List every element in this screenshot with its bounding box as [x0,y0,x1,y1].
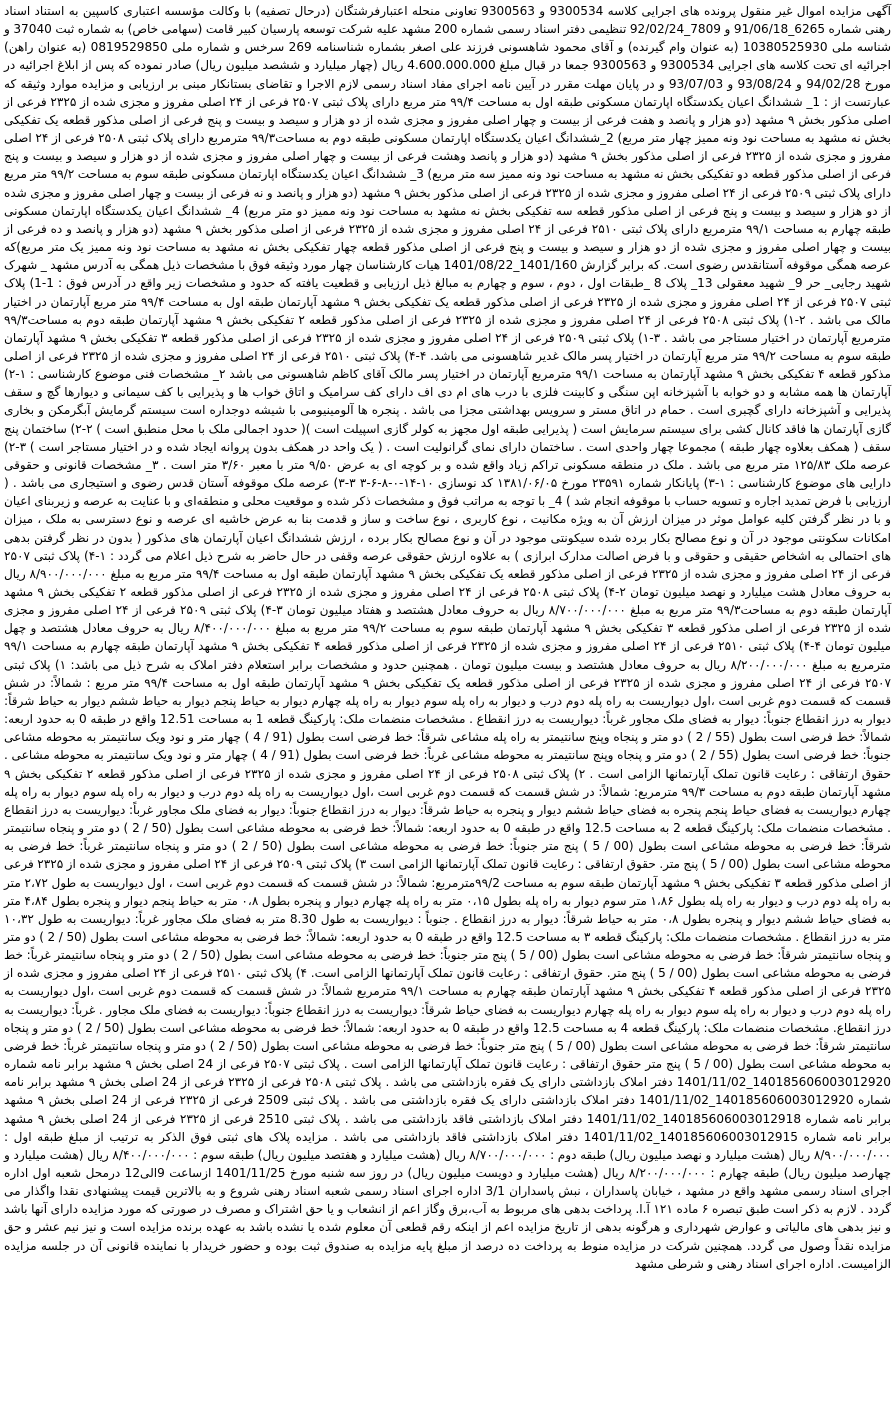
notice-body: آگهی مزایده اموال غیر منقول پرونده های اجرایی کلاسه 9300534 و 9300563 تعاونی منحله اعتبارفرشتگان (درحال تصفیه) با وکالت مؤسسه اعتباری کاسپین به استناد اسناد رهنی شماره 6265_91/06/18 و 7809_92/02/24 تنظیمی دفتر اسناد رسمی شماره 200 مشهد علیه شرکت توسعه پارسیان کبیر قامت (سهامی خاص) به شماره ثبت 37040 و شناسه ملی 10380525930 (به عنوان وام گیرنده) و آقای محمود شاهسونی فرزند علی اصغر بشماره شناسنامه 269 سرخس و شماره ملی 0819529850 (به عنوان راهن) اجرائیه ای تحت کلاسه های اجرایی 9300534 و 9300563 جمعا در قبال مبلغ 4.600.000.000 ریال (چهار میلیارد و ششصد میلیون ریال) صادر نموده که پس از ابلاغ اجرائیه در مورخ 94/02/28 و 93/08/24 و 93/07/03 و در پایان مهلت مقرر در آیین نامه اجرای مفاد اسناد رسمی لازم الاجرا و تقاضای بستانکار مبنی بر ارزیابی و مزایده موارد وثیقه که عبارتست از : 1_ ششدانگ اعیان یکدستگاه اپارتمان مسکونی طبقه اول به مساحت ۹۹/۴ متر مربع دارای پلاک ثبتی ۲۵۰۷ فرعی از ۲۴ اصلی مفروز و مجزی شده از ۲۳۲۵ فرعی از اصلی مذکور بخش ۹ مشهد (دو هزار و پانصد و هفت فرعی از بیست و چهار اصلی مفروز و مجزی شده از دو هزار و سیصد و بیست و پنج فرعی از اصلی مذکور قطعه یک تفکیکی بخش نه مشهد به مساحت نود ونه ممیز چهار متر مربع) 2_ششدانگ اعیان یکدستگاه اپارتمان مسکونی طبقه دوم به مساحت۹۹/۳ مترمربع دارای پلاک ثبتی ۲۵۰۸ فرعی از ۲۴ اصلی مفروز و مجزی شده از ۲۳۲۵ فرعی از اصلی مذکور بخش ۹ مشهد (دو هزار و پانصد وهشت فرعی از بیست و چهار اصلی مفروز و مجزی شده از دو هزار و سیصد و بیست و پنج فرعی از اصلی مذکور قطعه دو تفکیکی بخش نه مشهد به مساحت نود ونه ممیز سه متر مربع) 3_ ششدانگ اعیان یکدستگاه اپارتمان مسکونی طبقه سوم به مساحت ۹۹/۲ متر مربع دارای پلاک ثبتی ۲۵۰۹ فرعی از ۲۴ اصلی مفروز و مجزی شده از ۲۳۲۵ فرعی از اصلی مذکور بخش ۹ مشهد (دو هزار و پانصد و نه فرعی از بیست و چهار اصلی مفروز و مجزی شده از دو هزار و سیصد و بیست و پنج فرعی از اصلی مذکور قطعه سه تفکیکی بخش نه مشهد به مساحت نود ونه ممیز دو متر مربع) 4_ ششدانگ اعیان یکدستگاه اپارتمان مسکونی طبقه چهارم به مساحت ۹۹/۱ مترمربع دارای پلاک ثبتی ۲۵۱۰ فرعی از ۲۴ اصلی مفروز و مجزی شده از ۲۳۲۵ فرعی از اصلی مذکور بخش ۹ مشهد (دو هزار و پانصد و ده فرعی از بیست و چهار اصلی مفروز و مجزی شده از دو هزار و سیصد و بیست و پنج فرعی از اصلی مذکور قطعه چهار تفکیکی بخش نه مشهد به مساحت نود ونه ممیز یک متر مربع)که عرصه همگی موقوفه آستانقدس رضوی است. که برابر گزارش 1401/160_1401/08/22 هیات کارشناسان چهار مورد وثیقه فوق با مشخصات ذیل همگی به آدرس مشهد _ شهرک شهید رجایی_ حر 9_ شهید معقولی 13_ پلاک 8 _طبقات اول ، دوم ، سوم و چهارم به مبالغ ذیل ارزیابی و قطعیت یافته که حدود و مشخصات زیر واقع در آدرس فوق : 1-1) پلاک ثبتی ۲۵۰۷ فرعی از ۲۴ اصلی مفروز و مجزی شده از ۲۳۲۵ فرعی از اصلی مذکور قطعه یک تفکیکی بخش ۹ مشهد آپارتمان طبقه اول به مساحت ۹۹/۴ متر مربع آپارتمان در اختیار مالک می باشد . ۲-۱) پلاک ثبتی ۲۵۰۸ فرعی از ۲۴ اصلی مفروز و مجزی شده از ۲۳۲۵ فرعی از اصلی مذکور قطعه ۲ تفکیکی بخش ۹ مشهد آپارتمان طبقه دوم به مساحت۹۹/۳ مترمربع آپارتمان در اختیار مستاجر می باشد . ۳-۱) پلاک ثبتی ۲۵۰۹ فرعی از ۲۴ اصلی مفروز و مجزی شده از ۲۳۲۵ فرعی از اصلی مذکور قطعه ۳ تفکیکی بخش ۹ مشهد آپارتمان طبقه سوم به مساحت ۹۹/۲ متر مربع آپارتمان در اختیار پسر مالک غدیر شاهسونی می باشد. ۴-۴) پلاک ثبتی ۲۵۱۰ فرعی از ۲۴ اصلی مفروز و مجزی شده از ۲۳۲۵ فرعی از اصلی مذکور قطعه ۴ تفکیکی بخش ۹ مشهد آپارتمان به مساحت ۹۹/۱ مترمربع آپارتمان در اختیار پسر مالک آقای کاظم شاهسونی می باشد ۲_ مشخصات فنی موضوع کارشناسی : ۱-۲) آپارتمان ها همه مشابه و دو خوابه با آشپزخانه اپن سنگی و کابینت فلزی با درب های ام دی اف دارای کف سرامیک و اتاق خواب ها و پذیرایی با کف سیمانی و دیوارها گچ و سقف پذیرایی و آشپزخانه دارای گچبری است . حمام در اتاق مستر و سرویس بهداشتی مجزا می باشد . پنجره ها آلومینیومی با شیشه دوجداره است سیستم گرمایش آبگرمکن و بخاری گازی آپارتمان ها فاقد کانال کشی برای سیستم سرمایش است ( پذیرایی طبقه اول مجهز به کولر گازی اسپیلت است )( حدود اجمالی ملک با محل منطبق است ) ۲-۲) ساختمان پنج سقف ( همکف بعلاوه چهار طبقه ) مجموعا چهار واحدی است . ساختمان دارای نمای گرانولیت است . ( یک واحد در همکف بدون پروانه ایجاد شده و در اختیار مستاجر است ) ۳-۲) عرصه ملک ۱۲۵/۸۳ متر مربع می باشد . ملک در منطقه مسکونی تراکم زیاد واقع شده و بر کوچه ای به عرض ۹/۵۰ متر با معبر ۳/۶۰ متر است . ۳_ مشخصات قانونی و حقوقی دارایی های موضوع کارشناسی : ۱-۳) پایانکار شماره ۲۳۵۹۱ مورخ ۱۳۸۱/۰۶/۰۵ کد نوسازی ۱۰-۱۴-۰-۸-۶-۳ ۳-۳) عرصه ملک موقوفه آستان قدس رضوی و استیجاری می باشد . ( ارزیابی با فرض تمدید اجاره و تسویه حساب با موقوفه انجام شد ) 4_ با توجه به مراتب فوق و مشخصات ذکر شده و موقعیت محلی و منطقه‌ای و با عنایت به عرصه و زیربنای اعیان و با در نظر گرفتن کلیه عوامل موثر در میزان ارزش آن به ویژه مکانیت ، نوع کاربری ، نوع ساخت و ساز و قدمت بنا به عرض خاشیه ای عرصه و نوع دسترسی به ملک ، میزان امکانات سکونتی موجود در آن و نوع مصالح بکار برده شده سیکونتی موجود در آن و نوع مصالح بکار برده ، ارزش ششدانگ اعیان آپارتمان های مذکور ( بدون در نظر گرفتن بدهی های احتمالی به اشخاص حقیقی و حقوقی و با فرض اصالت مدارک ابرازی ) به علاوه ارزش حقوقی عرصه وقفی در حال حاضر به شرح ذیل اعلام می گردد : ۱-۴) پلاک ثبتی ۲۵۰۷ فرعی از ۲۴ اصلی مفروز و مجزی شده از ۲۳۲۵ فرعی از اصلی مذکور قطعه یک تفکیکی بخش ۹ مشهد آپارتمان طبقه اول به مساحت ۹۹/۴ متر مربع به مبلغ ۸/۹۰۰/۰۰۰/۰۰۰ ریال به حروف معادل هشت میلیارد و نهصد میلیون تومان ۲-۴) پلاک ثبتی ۲۵۰۸ فرعی از ۲۴ اصلی مفروز و مجزی شده از ۲۳۲۵ فرعی از اصلی مذکور قطعه ۲ تفکیکی بخش ۹ مشهد آپارتمان طبقه دوم به مساحت۹۹/۳ متر مربع به مبلغ ۸/۷۰۰/۰۰۰/۰۰۰ ریال به حروف معادل هشتصد و هفتاد میلیون تومان ۳-۴) پلاک ثبتی ۲۵۰۹ فرعی از ۲۴ اصلی مفروز و مجزی شده از ۲۳۲۵ فرعی از اصلی مذکور قطعه ۳ تفکیکی بخش ۹ مشهد آپارتمان طبقه سوم به مساحت ۹۹/۲ متر مربع به مبلغ ۸/۴۰۰/۰۰۰/۰۰۰ ریال به حروف معادل هشتصد و چهل میلیون تومان ۴-۴) پلاک ثبتی ۲۵۱۰ فرعی از ۲۴ اصلی مفروز و مجزی شده از ۲۳۲۵ فرعی از اصلی مذکور قطعه ۴ تفکیکی بخش ۹ مشهد آپارتمان طبقه چهارم به مساحت ۹۹/۱ مترمربع به مبلغ ۸/۲۰۰/۰۰۰/۰۰۰ ریال به حروف معادل هشتصد و بیست میلیون تومان . همچنین حدود و مشخصات برابر استعلام دفتر املاک به شرح ذیل می باشد: ۱) پلاک ثبتی ۲۵۰۷ فرعی از ۲۴ اصلی مفروز و مجزی شده از ۲۳۲۵ فرعی از اصلی مذکور قطعه یک تفکیکی بخش ۹ مشهد آپارتمان طبقه اول به مساحت ۹۹/۴ متر مربع : شمالاً: در شش قسمت که قسمت دوم غربی است ،اول دیواریست به راه پله دوم درب و دیوار به راه پله سوم دیوار به راه پله چهارم دیوار به حیاط پنجم دیوار به حیاط ششم دیوار به حیاط شرقاً: دیوار به درز انقطاع جنوباً: دیوار به فضای ملک مجاور غرباً: دیواریست به درز انقطاع . مشخصات منضمات ملک: پارکینگ قطعه 1 به مساحت 12.51 واقع در طبقه 0 به حدود اربعه: شمالاً: خط فرضی است بطول (55 / 2 ) دو متر و پنجاه وپنج سانتیمتر به راه پله مشاعی شرقاً: خط فرضی است بطول (91 / 4 ) چهار متر و نود ویک سانتیمتر به محوطه مشاعی جنوباً: خط فرضی است بطول (55 / 2 ) دو متر و پنجاه وپنج سانتیمتر به محوطه مشاعی غرباً: خط فرضی است بطول (91 / 4 ) چهار متر و نود ویک سانتیمتر به محوطه مشاعی . حقوق ارتفاقی : رعایت قانون تملک آپارتمانها الزامی است . ۲) پلاک ثبتی ۲۵۰۸ فرعی از ۲۴ اصلی مفروز و مجزی شده از ۲۳۲۵ فرعی از اصلی مذکور قطعه ۲ تفکیکی بخش ۹ مشهد آپارتمان طبقه دوم به مساحت ۹۹/۳ مترمربع: شمالاً: در شش قسمت که قسمت دوم غربی است ،اول دیواریست به راه پله دوم درب و دیوار به راه پله سوم دیوار به راه پله چهارم دیواریست به فضای حیاط پنجم پنجره به فضای حیاط ششم دیوار و پنجره به حیاط شرقاً: دیوار به درز انقطاع جنوباً: دیوار به فضای ملک مجاور غرباً: دیواریست به درز انقطاع . مشخصات منضمات ملک: پارکینگ قطعه 2 به مساحت 12.5 واقع در طبقه 0 به حدود اربعه: شمالاً: خط فرضی به محوطه مشاعی است بطول (50 / 2 ) دو متر و پنجاه سانتیمتر شرقاً: خط فرضی به محوطه مشاعی است بطول (00 / 5 ) پنج متر جنوباً: خط فرضی به محوطه مشاعی است بطول (50 / 2 ) دو متر و پنجاه سانتیمتر غرباً: خط فرضی به محوطه مشاعی است بطول (00 / 5 ) پنج متر. حقوق ارتفاقی : رعایت قانون تملک آپارتمانها الزامی است ۳) پلاک ثبتی ۲۵۰۹ فرعی از ۲۴ اصلی مفروز و مجزی شده از ۲۳۲۵ فرعی از اصلی مذکور قطعه ۳ تفکیکی بخش ۹ مشهد آپارتمان طبقه سوم به مساحت ۹۹/2مترمربع: شمالاً: در شش قسمت که قسمت دوم غربی است ، اول دیواریست به طول ۲،۷۲ متر به راه پله دوم درب و دیوار به راه پله بطول ۱،۸۶ متر سوم دیوار به راه پله بطول ۰،۱۵ متر به راه پله چهارم دیوار و پنجره بطول ۰،۸ متر به حیاط پنجم دیوار و پنجره بطول ۴،۸۴ متر به فضای حیاط ششم دیوار و پنجره بطول ۰،۸ متر به حیاط شرقاً: دیوار به درز انقطاع . جنوباً : دیواریست به طول 8.30 متر به فضای ملک مجاور غرباً: دیواریست به طول ۱۰،۳۲ متر به درز انقطاع . مشخصات منضمات ملک: پارکینگ قطعه ۳ به مساحت 12.5 واقع در طبقه 0 به حدود اربعه: شمالاً: خط فرضی به محوطه مشاعی است بطول (50 / 2 ) دو متر و پنجاه سانتیمتر شرقاً: خط فرضی به محوطه مشاعی است بطول (00 / 5 ) پنج متر جنوباً: خط فرضی به محوطه مشاعی است بطول (50 / 2 ) دو متر و پنجاه سانتیمتر غرباً: خط فرضی به محوطه مشاعی است بطول (00 / 5 ) پنج متر. حقوق ارتفاقی : رعایت قانون تملک آپارتمانها الزامی است. ۴) پلاک ثبتی ۲۵۱۰ فرعی از ۲۴ اصلی مفروز و مجزی شده از ۲۳۲۵ فرعی از اصلی مذکور قطعه ۴ تفکیکی بخش ۹ مشهد آپارتمان طبقه چهارم به مساحت ۹۹/۱ مترمربع شمالاً: در شش قسمت که قسمت دوم غربی است ،اول دیواریست به راه پله دوم درب و دیوار به راه پله سوم دیوار به راه پله چهارم دیواریست به فضای حیاط شرقاً: دیواریست به درز انقطاع جنوباً: دیواریست به فضای ملک مجاور . غرباً: دیواریست به درز انقطاع. مشخصات منضمات ملک: پارکینگ قطعه 4 به مساحت 12.5 واقع در طبقه 0 به حدود اربعه: شمالاً: خط فرضی به محوطه مشاعی است بطول (50 / 2 ) دو متر و پنجاه سانتیمتر شرقاً: خط فرضی به محوطه مشاعی است بطول (00 / 5 ) پنج متر جنوباً: خط فرضی به محوطه مشاعی است بطول (50 / 2 ) دو متر و پنجاه سانتیمتر غرباً: خط فرضی به محوطه مشاعی است بطول (00 / 5 ) پنج متر حقوق ارتفاقی : رعایت قانون تملک آپارتمانها الزامی است . پلاک ثبتی ۲۵۰۷ فرعی از 24 اصلی بخش ۹ مشهد برابر نامه شماره 140185606003012920_1401/11/02 دفتر املاک بازداشتی دارای یک فقره بازداشتی می باشد . پلاک ثبتی ۲۵۰۸ فرعی از ۲۳۲۵ فرعی از 24 اصلی بخش ۹ مشهد برابر نامه شماره 140185606003012920_1401/11/02 دفتر املاک بازداشتی دارای یک فقره بازداشتی می باشد . پلاک ثبتی 2509 فرعی از ۲۳۲۵ فرعی از 24 اصلی بخش ۹ مشهد برابر نامه شماره 140185606003012918_1401/11/02 دفتر املاک بازداشتی فاقد بازداشتی می باشد . پلاک ثبتی 2510 فرعی از ۲۳۲۵ فرعی از 24 اصلی بخش ۹ مشهد برابر نامه شماره 140185606003012915_1401/11/02 دفتر املاک بازداشتی فاقد بازداشتی می باشد . مزایده پلاک های ثبتی فوق الذکر به ترتیب از مبلغ طبقه اول : ۸/۹۰۰/۰۰۰/۰۰۰ ریال (هشت میلیارد و نهصد میلیون ریال) طبقه دوم : ۸/۷۰۰/۰۰۰/۰۰۰ ریال (هشت میلیارد و هفتصد میلیون ریال) طبقه سوم : ۸/۴۰۰/۰۰۰/۰۰۰ ریال (هشت میلیارد و چهارصد میلیون ریال) طبقه چهارم : ۸/۲۰۰/۰۰۰/۰۰۰ ریال (هشت میلیارد و دویست میلیون ریال) در روز سه شنبه مورخ 1401/11/25 ازساعت 9الی12 درمحل شعبه اول اداره اجرای اسناد رسمی مشهد واقع در مشهد ، خیابان پاسداران ، نبش پاسداران 3/1 اداره اجرای اسناد رسمی شعبه اسناد رهنی شروع و به بالاترین قیمت پیشنهادی نقدا واگذار می گردد . لازم به ذکر است طبق تبصره ۶ ماده ۱۲۱ آ.ا. پرداخت بدهی های مربوط به آب،برق وگاز اعم از انشعاب و یا حق اشتراک و مصرف در صورتی که مورد مزایده دارای آنها باشد و نیز بدهی های مالیاتی و عوارض شهرداری و هرگونه بدهی از تاریخ مزایده اعم از اینکه رقم قطعی آن معلوم شده یا نشده باشد به عهده برنده مزایده است و نیز نیم عشر و حق مزایده نقداً وصول می گردد. همچنین شرکت در مزایده منوط به پرداخت ده درصد از مبلغ پایه مزایده به صندوق ثبت بوده و حضور خریدار با نماینده قانونی آن در جلسه مزایده الزامیست. اداره اجرای اسناد رهنی و شرطی مشهد [4,4,892,1271]
